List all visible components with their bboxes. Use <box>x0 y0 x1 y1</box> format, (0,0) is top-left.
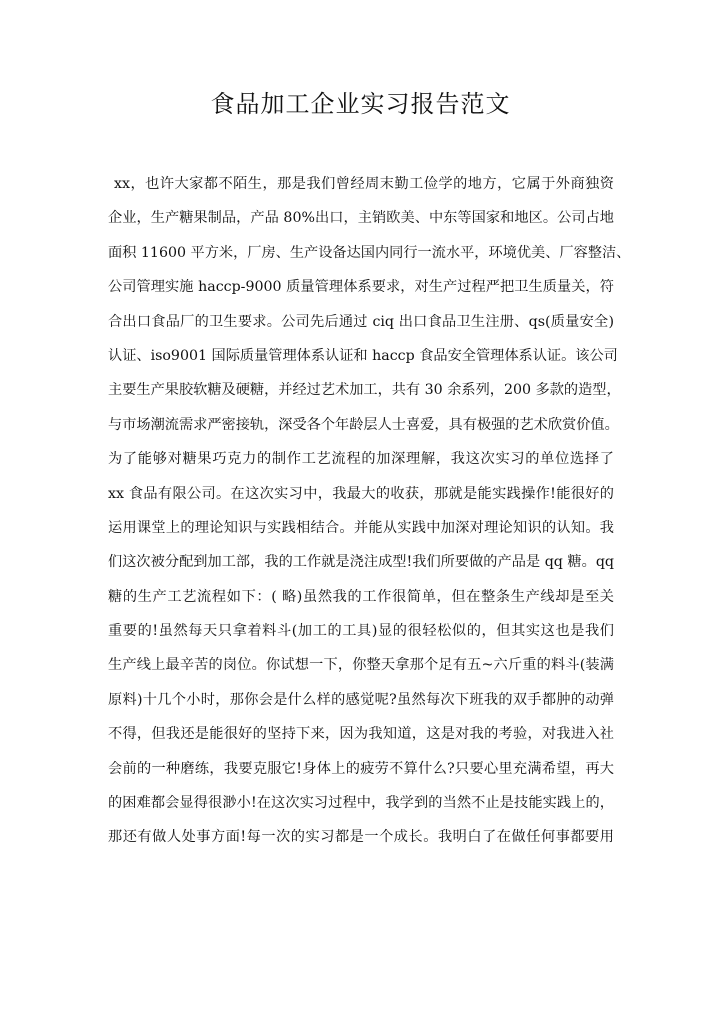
body-line-3: 面积 11600 平方米，厂房、生产设备达国内同行一流水平，环境优美、厂容整洁、 <box>108 244 631 261</box>
body-line-12: 们这次被分配到加工部，我的工作就是浇注成型!我们所要做的产品是 qq 糖。qq <box>108 554 614 571</box>
body-line-16: 原料)十几个小时，那你会是什么样的感觉呢?虽然每次下班我的双手都肿的动弹 <box>108 691 614 708</box>
body-line-1: xx，也许大家都不陌生，那是我们曾经周末勤工俭学的地方，它属于外商独资 <box>114 176 614 192</box>
body-line-8: 与市场潮流需求严密接轨，深受各个年龄层人士喜爱，具有极强的艺术欣赏价值。 <box>108 416 619 433</box>
body-line-19: 的困难都会显得很渺小!在这次实习过程中，我学到的当然不止是技能实践上的， <box>108 795 614 812</box>
body-line-10: xx 食品有限公司。在这次实习中，我最大的收获，那就是能实践操作!能很好的 <box>108 485 614 502</box>
body-line-15: 生产线上最辛苦的岗位。你试想一下，你整天拿那个足有五~六斤重的料斗(装满 <box>108 657 614 674</box>
body-line-7: 主要生产果胶软糖及硬糖，并经过艺术加工，共有 30 余系列，200 多款的造型， <box>108 382 621 399</box>
body-line-13: 糖的生产工艺流程如下：( 略)虽然我的工作很简单，但在整条生产线却是至关 <box>108 588 614 605</box>
body-line-5: 合出口食品厂的卫生要求。公司先后通过 ciq 出口食品卫生注册、qs(质量安全) <box>108 313 614 330</box>
body-line-4: 公司管理实施 haccp-9000 质量管理体系要求，对生产过程严把卫生质量关，符 <box>108 279 614 296</box>
body-line-9: 为了能够对糖果巧克力的制作工艺流程的加深理解，我这次实习的单位选择了 <box>108 451 614 468</box>
body-line-6: 认证、iso9001 国际质量管理体系认证和 haccp 食品安全管理体系认证。该公司 <box>108 347 618 364</box>
body-line-11: 运用课堂上的理论知识与实践相结合。并能从实践中加深对理论知识的认知。我 <box>108 519 614 536</box>
body-line-2: 企业，生产糖果制品，产品 80%出口，主销欧美、中东等国家和地区。公司占地 <box>108 210 614 227</box>
body-line-18: 会前的一种磨练，我要克服它!身体上的疲劳不算什么?只要心里充满希望，再大 <box>108 760 614 777</box>
body-line-14: 重要的!虽然每天只拿着料斗(加工的工具)显的很轻松似的，但其实这也是我们 <box>108 623 614 640</box>
document-title: 食品加工企业实习报告范文 <box>210 90 511 118</box>
body-line-17: 不得，但我还是能很好的坚持下来，因为我知道，这是对我的考验，对我进入社 <box>108 726 614 743</box>
body-line-20: 那还有做人处事方面!每一次的实习都是一个成长。我明白了在做任何事都要用 <box>108 829 614 846</box>
document-body <box>108 170 631 858</box>
